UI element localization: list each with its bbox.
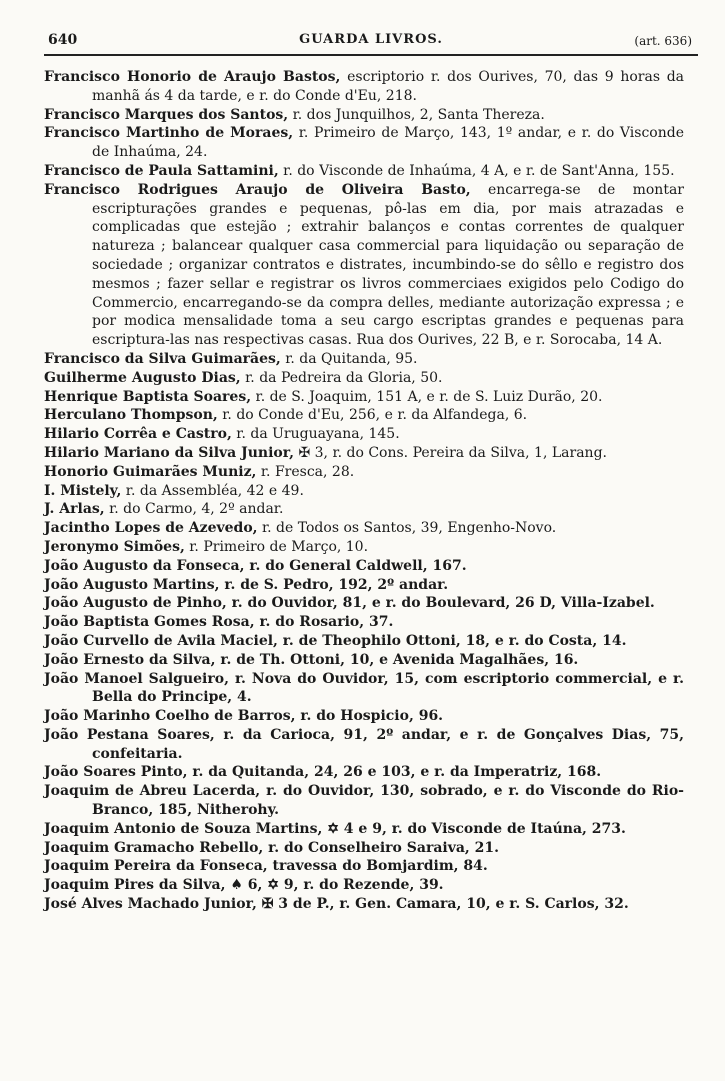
list-item <box>44 895 684 914</box>
page-header <box>44 30 698 52</box>
entry-name: Jacintho Lopes de Azevedo, <box>44 520 258 537</box>
entry-name: João Ernesto da Silva, <box>44 651 216 668</box>
list-item <box>44 857 684 876</box>
entry-text: ✡ 4 e 9, r. do Visconde de Itaúna, 273. <box>322 820 626 837</box>
list-item <box>44 651 684 670</box>
entry-name: Joaquim de Abreu Lacerda, <box>44 783 261 800</box>
list-item <box>44 124 684 162</box>
entry-text: ✠ 3, r. do Cons. Pereira da Silva, 1, Larang. <box>294 444 607 461</box>
entry-text: r. Nova do Ouvidor, 15, com escriptorio commercial, e r. Bella do Principe, 4. <box>92 670 684 706</box>
entry-text: r. do Conselheiro Saraiva, 21. <box>263 839 500 856</box>
list-item <box>44 181 684 350</box>
entry-text: r. da Pedreira da Gloria, 50. <box>240 369 443 386</box>
entry-text: r. do Hospicio, 96. <box>295 708 444 725</box>
entry-text: r. do Ouvidor, 130, sobrado, e r. do Visconde do Rio-Branco, 185, Nitherohy. <box>92 783 684 819</box>
entry-name: I. Mistely, <box>44 482 122 499</box>
list-item <box>44 707 684 726</box>
list-item <box>44 106 684 125</box>
list-item <box>44 820 684 839</box>
entry-text: r. do Carmo, 4, 2º andar. <box>104 501 284 518</box>
entry-name: Hilario Mariano da Silva Junior, <box>44 444 294 461</box>
entry-text: encarrega-se de montar escripturações grandes e pequenas, pô-las em dia, por mais atrazadas e complicadas que estejão ; extrahir balanços e contas correntes de qualquer natureza ; balancear qualquer casa commercial para liquidação ou separação de sociedade ; organizar contratos e distrates, incumbindo-se do sêllo e registro dos mesmos ; fazer sellar e registrar os livros commerciaes exigidos pelo Codigo do Commercio, encarregando-se da compra delles, mediante autorização expressa ; e por modica mensalidade toma a seu cargo escriptas grandes e pequenas para escriptura-las nas respectivas casas. Rua dos Ourives, 22 B, e r. Sorocaba, 14 A. <box>92 181 684 349</box>
entry-text: r. Primeiro de Março, 143, 1º andar, e r. do Visconde de Inhaúma, 24. <box>92 125 684 161</box>
page-number: 640 <box>48 32 78 48</box>
entry-text: travessa do Bomjardim, 84. <box>267 858 488 875</box>
list-item <box>44 482 684 501</box>
entry-name: Herculano Thompson, <box>44 407 218 424</box>
list-item <box>44 557 684 576</box>
entry-text: r. de S. Joaquim, 151 A, e r. de S. Luiz Durão, 20. <box>251 388 603 405</box>
entry-name: Henrique Baptista Soares, <box>44 388 252 405</box>
entry-name: João Augusto Martins, <box>44 576 220 593</box>
list-item <box>44 519 684 538</box>
entry-text: r. do Conde d'Eu, 256, e r. da Alfandega, 6. <box>217 407 528 424</box>
list-item <box>44 594 684 613</box>
entry-name: Hilario Corrêa e Castro, <box>44 426 232 443</box>
entry-text: r. de Todos os Santos, 39, Engenho-Novo. <box>257 520 557 537</box>
list-item <box>44 463 684 482</box>
entry-name: João Pestana Soares, <box>44 726 215 743</box>
entry-text: r. do Rosario, 37. <box>254 614 394 631</box>
entry-name: Joaquim Pires da Silva, <box>44 877 226 894</box>
list-item <box>44 500 684 519</box>
list-item <box>44 388 684 407</box>
list-item <box>44 162 684 181</box>
entry-text: r. dos Junquilhos, 2, Santa Thereza. <box>288 106 545 123</box>
entry-text: r. da Uruguayana, 145. <box>231 426 400 443</box>
entry-name: Francisco Marques dos Santos, <box>44 106 289 123</box>
list-item <box>44 839 684 858</box>
entry-name: João Manoel Salgueiro, <box>44 670 229 687</box>
entry-name: João Curvello de Avila Maciel, <box>44 632 278 649</box>
list-item <box>44 369 684 388</box>
entry-name: Honorio Guimarães Muniz, <box>44 463 257 480</box>
entry-text: ✠ 3 de P., r. Gen. Camara, 10, e r. S. Carlos, 32. <box>256 896 629 913</box>
entry-text: r. Primeiro de Março, 10. <box>184 538 369 555</box>
entry-name: João Augusto de Pinho, <box>44 595 227 612</box>
entry-text: ♠ 6, ✡ 9, r. do Rezende, 39. <box>225 877 444 894</box>
entry-name: Francisco Honorio de Araujo Bastos, <box>44 69 341 85</box>
entry-text: r. de Th. Ottoni, 10, e Avenida Magalhães, 16. <box>215 651 579 668</box>
entry-text: escriptorio r. dos Ourives, 70, das 9 horas da manhã ás 4 da tarde, e r. do Conde d'Eu, 218. <box>92 69 685 104</box>
list-item <box>44 670 684 708</box>
list-item <box>44 763 684 782</box>
entry-name: Joaquim Pereira da Fonseca, <box>44 858 268 875</box>
header-rule <box>44 54 698 56</box>
entry-name: Jeronymo Simões, <box>44 538 185 555</box>
list-item <box>44 538 684 557</box>
entry-name: Francisco Martinho de Moraes, <box>44 125 294 142</box>
list-item <box>44 613 684 632</box>
entry-name: João Marinho Coelho de Barros, <box>44 708 296 725</box>
entry-name: Joaquim Gramacho Rebello, <box>44 839 264 856</box>
entry-list <box>44 68 684 914</box>
entry-text: r. do Ouvidor, 81, e r. do Boulevard, 26 D, Villa-Izabel. <box>226 595 655 612</box>
list-item <box>44 425 684 444</box>
entry-name: João Baptista Gomes Rosa, <box>44 614 255 631</box>
list-item <box>44 876 684 895</box>
entry-name: Joaquim Antonio de Souza Martins, <box>44 820 323 837</box>
entry-text: r. da Quitanda, 24, 26 e 103, e r. da Imperatriz, 168. <box>187 764 602 781</box>
list-item <box>44 68 684 106</box>
entry-text: r. de S. Pedro, 192, 2º andar. <box>219 576 449 593</box>
article-reference: (art. 636) <box>634 34 692 48</box>
list-item <box>44 576 684 595</box>
list-item <box>44 406 684 425</box>
list-item <box>44 726 684 764</box>
list-item <box>44 444 684 463</box>
running-title: GUARDA LIVROS. <box>299 32 443 47</box>
list-item <box>44 782 684 820</box>
entry-name: José Alves Machado Junior, <box>44 896 257 913</box>
list-item <box>44 350 684 369</box>
entry-name: Francisco Rodrigues Araujo de Oliveira Basto, <box>44 181 471 198</box>
entry-text: r. do General Caldwell, 167. <box>244 557 467 574</box>
entry-name: Guilherme Augusto Dias, <box>44 369 241 386</box>
entry-text: r. de Theophilo Ottoni, 18, e r. do Costa, 14. <box>277 632 627 649</box>
entry-text: r. da Quitanda, 95. <box>280 350 418 367</box>
entry-name: J. Arlas, <box>44 501 105 518</box>
entry-text: r. da Assembléa, 42 e 49. <box>121 482 304 499</box>
entry-text: r. do Visconde de Inhaúma, 4 A, e r. de Sant'Anna, 155. <box>278 162 675 179</box>
entry-text: r. da Carioca, 91, 2º andar, e r. de Gonçalves Dias, 75, confeitaria. <box>92 726 684 762</box>
list-item <box>44 632 684 651</box>
entry-name: Francisco da Silva Guimarães, <box>44 350 281 367</box>
entry-text: r. Fresca, 28. <box>256 463 355 480</box>
entry-name: Francisco de Paula Sattamini, <box>44 162 279 179</box>
entry-name: João Soares Pinto, <box>44 764 188 781</box>
entry-name: João Augusto da Fonseca, <box>44 557 245 574</box>
